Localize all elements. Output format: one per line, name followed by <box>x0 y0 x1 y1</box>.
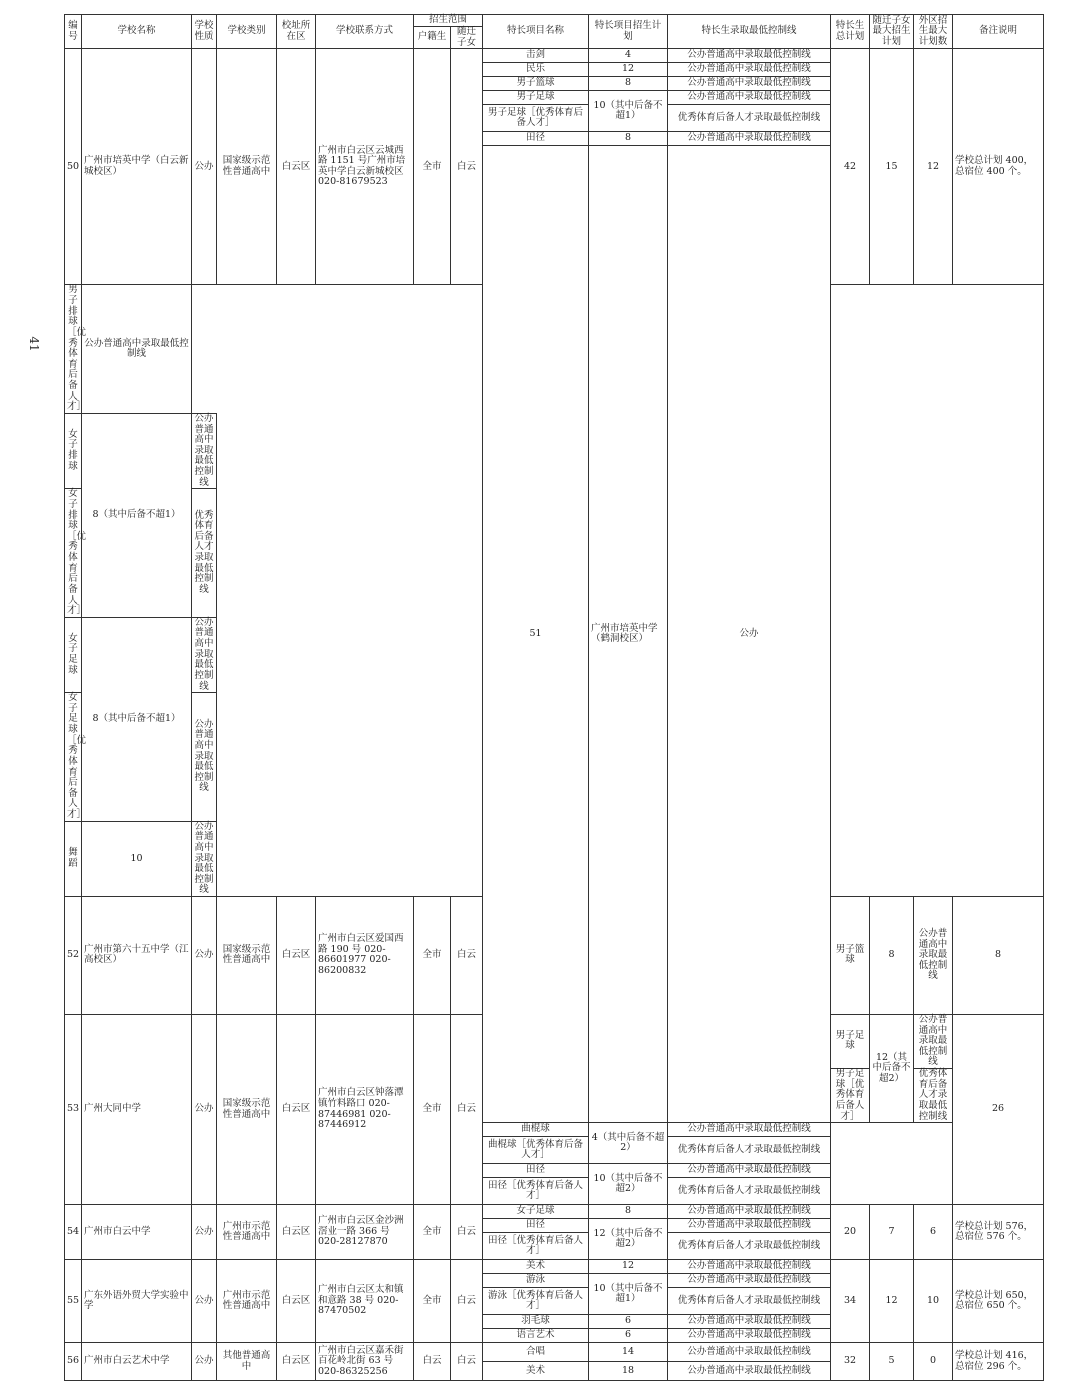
project-plan: 12（其中后备不超2） <box>870 1014 914 1122</box>
school-contact: 广州市白云区钟落潭镇竹料路口 020-87446981 020-87446912 <box>316 1014 414 1204</box>
school-no: 50 <box>65 49 82 285</box>
project-line: 公办普通高中录取最低控制线 <box>668 1205 831 1219</box>
header-suiqian-max: 随迁子女最大招生计划 <box>870 15 914 49</box>
header-school-name: 学校名称 <box>82 15 192 49</box>
project-name: 语言艺术 <box>483 1329 589 1343</box>
project-line: 公办普通高中录取最低控制线 <box>82 285 192 414</box>
project-line: 公办普通高中录取最低控制线 <box>668 1219 831 1233</box>
project-name: 美术 <box>483 1362 589 1381</box>
project-plan: 18 <box>589 1362 668 1381</box>
header-scope: 招生范围 <box>414 15 483 27</box>
school-suiqian: 白云 <box>451 1343 483 1381</box>
project-name: 女子排球 <box>65 413 82 488</box>
project-name: 田径［优秀体育后备人才］ <box>483 1178 589 1205</box>
project-name: 女子足球 <box>483 1205 589 1219</box>
project-line: 公办普通高中录取最低控制线 <box>192 617 217 692</box>
school-nature: 公办 <box>192 897 217 1015</box>
project-plan: 8（其中后备不超1） <box>82 617 192 821</box>
project-name: 合唱 <box>483 1343 589 1362</box>
school-suiqian: 白云 <box>451 897 483 1015</box>
school-note: 学校总计划 650，总宿位 650 个。 <box>953 1260 1044 1343</box>
school-note: 学校总计划 400，总宿位 400 个。 <box>953 49 1044 285</box>
school-name: 广州市白云中学 <box>82 1205 192 1260</box>
header-scope-huji: 户籍生 <box>414 27 451 49</box>
school-suiqian-max: 15 <box>870 49 914 285</box>
school-type: 国家级示范性普通高中 <box>217 897 277 1015</box>
project-plan: 8（其中后备不超1） <box>82 413 192 617</box>
project-line: 优秀体育后备人才录取最低控制线 <box>668 1233 831 1260</box>
project-name: 游泳［优秀体育后备人才］ <box>483 1288 589 1315</box>
project-name: 男子足球 <box>831 1014 870 1068</box>
school-nature: 公办 <box>192 1205 217 1260</box>
project-plan: 8 <box>589 132 668 146</box>
project-name: 曲棍球 <box>483 1123 589 1137</box>
project-line: 公办普通高中录取最低控制线 <box>668 1362 831 1381</box>
header-school-type: 学校类别 <box>217 15 277 49</box>
school-huji: 白云 <box>414 1343 451 1381</box>
school-nature: 公办 <box>192 49 217 285</box>
school-suiqian: 白云 <box>451 1014 483 1204</box>
school-suiqian: 白云 <box>451 1260 483 1343</box>
project-plan: 12 <box>589 1260 668 1274</box>
school-no: 51 <box>483 146 589 1123</box>
school-outside-max: 12 <box>914 49 953 285</box>
school-name: 广州市培英中学（白云新城校区） <box>82 49 192 285</box>
project-plan: 10（其中后备不超1） <box>589 1274 668 1315</box>
project-line: 公办普通高中录取最低控制线 <box>668 1164 831 1178</box>
project-name: 男子足球［优秀体育后备人才］ <box>831 1069 870 1123</box>
school-huji: 全市 <box>414 1205 451 1260</box>
header-scope-suiqian: 随迁子女 <box>451 27 483 49</box>
project-line: 优秀体育后备人才录取最低控制线 <box>192 489 217 618</box>
school-nature: 公办 <box>668 146 831 1123</box>
school-name: 广州市白云艺术中学 <box>82 1343 192 1381</box>
project-line: 公办普通高中录取最低控制线 <box>914 1014 953 1068</box>
project-line: 优秀体育后备人才录取最低控制线 <box>668 105 831 132</box>
school-district: 白云区 <box>277 1014 316 1204</box>
school-huji: 全市 <box>414 49 451 285</box>
project-name: 田径［优秀体育后备人才］ <box>483 1233 589 1260</box>
project-plan: 8 <box>870 897 914 1015</box>
project-line: 公办普通高中录取最低控制线 <box>668 91 831 105</box>
school-total: 8 <box>953 897 1044 1015</box>
project-name: 羽毛球 <box>483 1315 589 1329</box>
project-plan: 12 <box>589 63 668 77</box>
school-no: 54 <box>65 1205 82 1260</box>
school-huji: 全市 <box>414 897 451 1015</box>
project-plan: 6 <box>589 1315 668 1329</box>
header-note: 备注说明 <box>953 15 1044 49</box>
school-district: 白云区 <box>277 897 316 1015</box>
page-number: 41 <box>27 336 41 352</box>
school-type: 广州市示范性普通高中 <box>217 1205 277 1260</box>
project-line: 优秀体育后备人才录取最低控制线 <box>668 1288 831 1315</box>
project-name: 民乐 <box>483 63 589 77</box>
project-name: 女子足球［优秀体育后备人才］ <box>65 693 82 822</box>
project-plan: 4 <box>589 49 668 63</box>
enrollment-table <box>64 14 1044 1381</box>
school-type: 国家级示范性普通高中 <box>217 1014 277 1204</box>
project-line: 公办普通高中录取最低控制线 <box>668 1343 831 1362</box>
school-no: 56 <box>65 1343 82 1381</box>
school-name: 广州市培英中学（鹤洞校区） <box>589 146 668 1123</box>
school-name: 广东外语外贸大学实验中学 <box>82 1260 192 1343</box>
project-plan: 10（其中后备不超2） <box>589 1164 668 1205</box>
project-plan: 6 <box>589 1329 668 1343</box>
project-name: 田径 <box>483 1219 589 1233</box>
project-line: 公办普通高中录取最低控制线 <box>192 821 217 896</box>
project-name: 男子足球 <box>483 91 589 105</box>
project-line: 公办普通高中录取最低控制线 <box>192 693 217 822</box>
project-name: 女子排球［优秀体育后备人才］ <box>65 489 82 618</box>
project-line: 公办普通高中录取最低控制线 <box>914 897 953 1015</box>
header-project-name: 特长项目名称 <box>483 15 589 49</box>
school-district: 白云区 <box>277 1343 316 1381</box>
project-line: 公办普通高中录取最低控制线 <box>668 1260 831 1274</box>
header-project-plan: 特长项目招生计划 <box>589 15 668 49</box>
project-name: 男子篮球 <box>483 77 589 91</box>
project-line: 公办普通高中录取最低控制线 <box>192 413 217 488</box>
school-suiqian-max: 12 <box>870 1260 914 1343</box>
school-suiqian-max: 5 <box>870 1343 914 1381</box>
school-total: 42 <box>831 49 870 285</box>
project-name: 美术 <box>483 1260 589 1274</box>
school-suiqian-max: 7 <box>870 1205 914 1260</box>
school-outside-max: 6 <box>914 1205 953 1260</box>
school-total: 26 <box>953 1014 1044 1204</box>
header-min-line: 特长生录取最低控制线 <box>668 15 831 49</box>
school-type: 其他普通高中 <box>217 1343 277 1381</box>
school-outside-max: 0 <box>914 1343 953 1381</box>
project-name: 男子篮球 <box>831 897 870 1015</box>
school-contact: 广州市白云区嘉禾街百花岭北街 63 号 020-86325256 <box>316 1343 414 1381</box>
project-name: 曲棍球［优秀体育后备人才］ <box>483 1137 589 1164</box>
header-school-nature: 学校性质 <box>192 15 217 49</box>
school-total: 34 <box>831 1260 870 1343</box>
school-district: 白云区 <box>277 1260 316 1343</box>
project-plan: 8 <box>589 1205 668 1219</box>
school-district: 白云区 <box>277 49 316 285</box>
school-no: 55 <box>65 1260 82 1343</box>
project-line: 优秀体育后备人才录取最低控制线 <box>914 1069 953 1123</box>
project-line: 优秀体育后备人才录取最低控制线 <box>668 1178 831 1205</box>
school-suiqian: 白云 <box>451 49 483 285</box>
project-line: 公办普通高中录取最低控制线 <box>668 1329 831 1343</box>
school-type: 国家级示范性普通高中 <box>217 49 277 285</box>
header-contact: 学校联系方式 <box>316 15 414 49</box>
school-suiqian: 白云 <box>451 1205 483 1260</box>
header-total-plan: 特长生总计划 <box>831 15 870 49</box>
project-line: 公办普通高中录取最低控制线 <box>668 1274 831 1288</box>
project-name: 田径 <box>483 132 589 146</box>
school-nature: 公办 <box>192 1260 217 1343</box>
school-type: 广州市示范性普通高中 <box>217 1260 277 1343</box>
school-contact: 广州市白云区云城西路 1151 号广州市培英中学白云新城校区 020-81679523 <box>316 49 414 285</box>
project-name: 女子足球 <box>65 617 82 692</box>
project-plan: 4（其中后备不超2） <box>589 1123 668 1164</box>
project-name: 游泳 <box>483 1274 589 1288</box>
project-line: 公办普通高中录取最低控制线 <box>668 132 831 146</box>
school-total: 20 <box>831 1205 870 1260</box>
school-no: 52 <box>65 897 82 1015</box>
school-name: 广州大同中学 <box>82 1014 192 1204</box>
project-plan: 10 <box>82 821 192 896</box>
school-outside-max: 10 <box>914 1260 953 1343</box>
header-no: 编号 <box>65 15 82 49</box>
school-huji: 全市 <box>414 1260 451 1343</box>
project-name: 田径 <box>483 1164 589 1178</box>
project-line: 优秀体育后备人才录取最低控制线 <box>668 1137 831 1164</box>
project-name: 男子足球［优秀体育后备人才］ <box>483 105 589 132</box>
school-note: 学校总计划 576，总宿位 576 个。 <box>953 1205 1044 1260</box>
project-line: 公办普通高中录取最低控制线 <box>668 1123 831 1137</box>
school-no: 53 <box>65 1014 82 1204</box>
school-nature: 公办 <box>192 1014 217 1204</box>
school-name: 广州市第六十五中学（江高校区） <box>82 897 192 1015</box>
project-plan: 10（其中后备不超1） <box>589 91 668 132</box>
school-contact: 广州市白云区爱国西路 190 号 020-86601977 020-86200832 <box>316 897 414 1015</box>
school-total: 32 <box>831 1343 870 1381</box>
project-name: 男子排球［优秀体育后备人才］ <box>65 285 82 414</box>
header-district: 校址所在区 <box>277 15 316 49</box>
project-line: 公办普通高中录取最低控制线 <box>668 77 831 91</box>
school-contact: 广州市白云区太和镇和意路 38 号 020-87470502 <box>316 1260 414 1343</box>
project-line: 公办普通高中录取最低控制线 <box>668 1315 831 1329</box>
project-plan: 8 <box>589 77 668 91</box>
project-name: 击剑 <box>483 49 589 63</box>
project-plan: 12（其中后备不超2） <box>589 1219 668 1260</box>
project-line: 公办普通高中录取最低控制线 <box>668 63 831 77</box>
project-line: 公办普通高中录取最低控制线 <box>668 49 831 63</box>
project-plan: 14 <box>589 1343 668 1362</box>
project-name: 舞蹈 <box>65 821 82 896</box>
school-contact: 广州市白云区金沙洲滘业一路 366 号 020-28127870 <box>316 1205 414 1260</box>
school-district: 白云区 <box>277 1205 316 1260</box>
school-huji: 全市 <box>414 1014 451 1204</box>
school-nature: 公办 <box>192 1343 217 1381</box>
header-outside-max: 外区招生最大计划数 <box>914 15 953 49</box>
school-note: 学校总计划 416，总宿位 296 个。 <box>953 1343 1044 1381</box>
